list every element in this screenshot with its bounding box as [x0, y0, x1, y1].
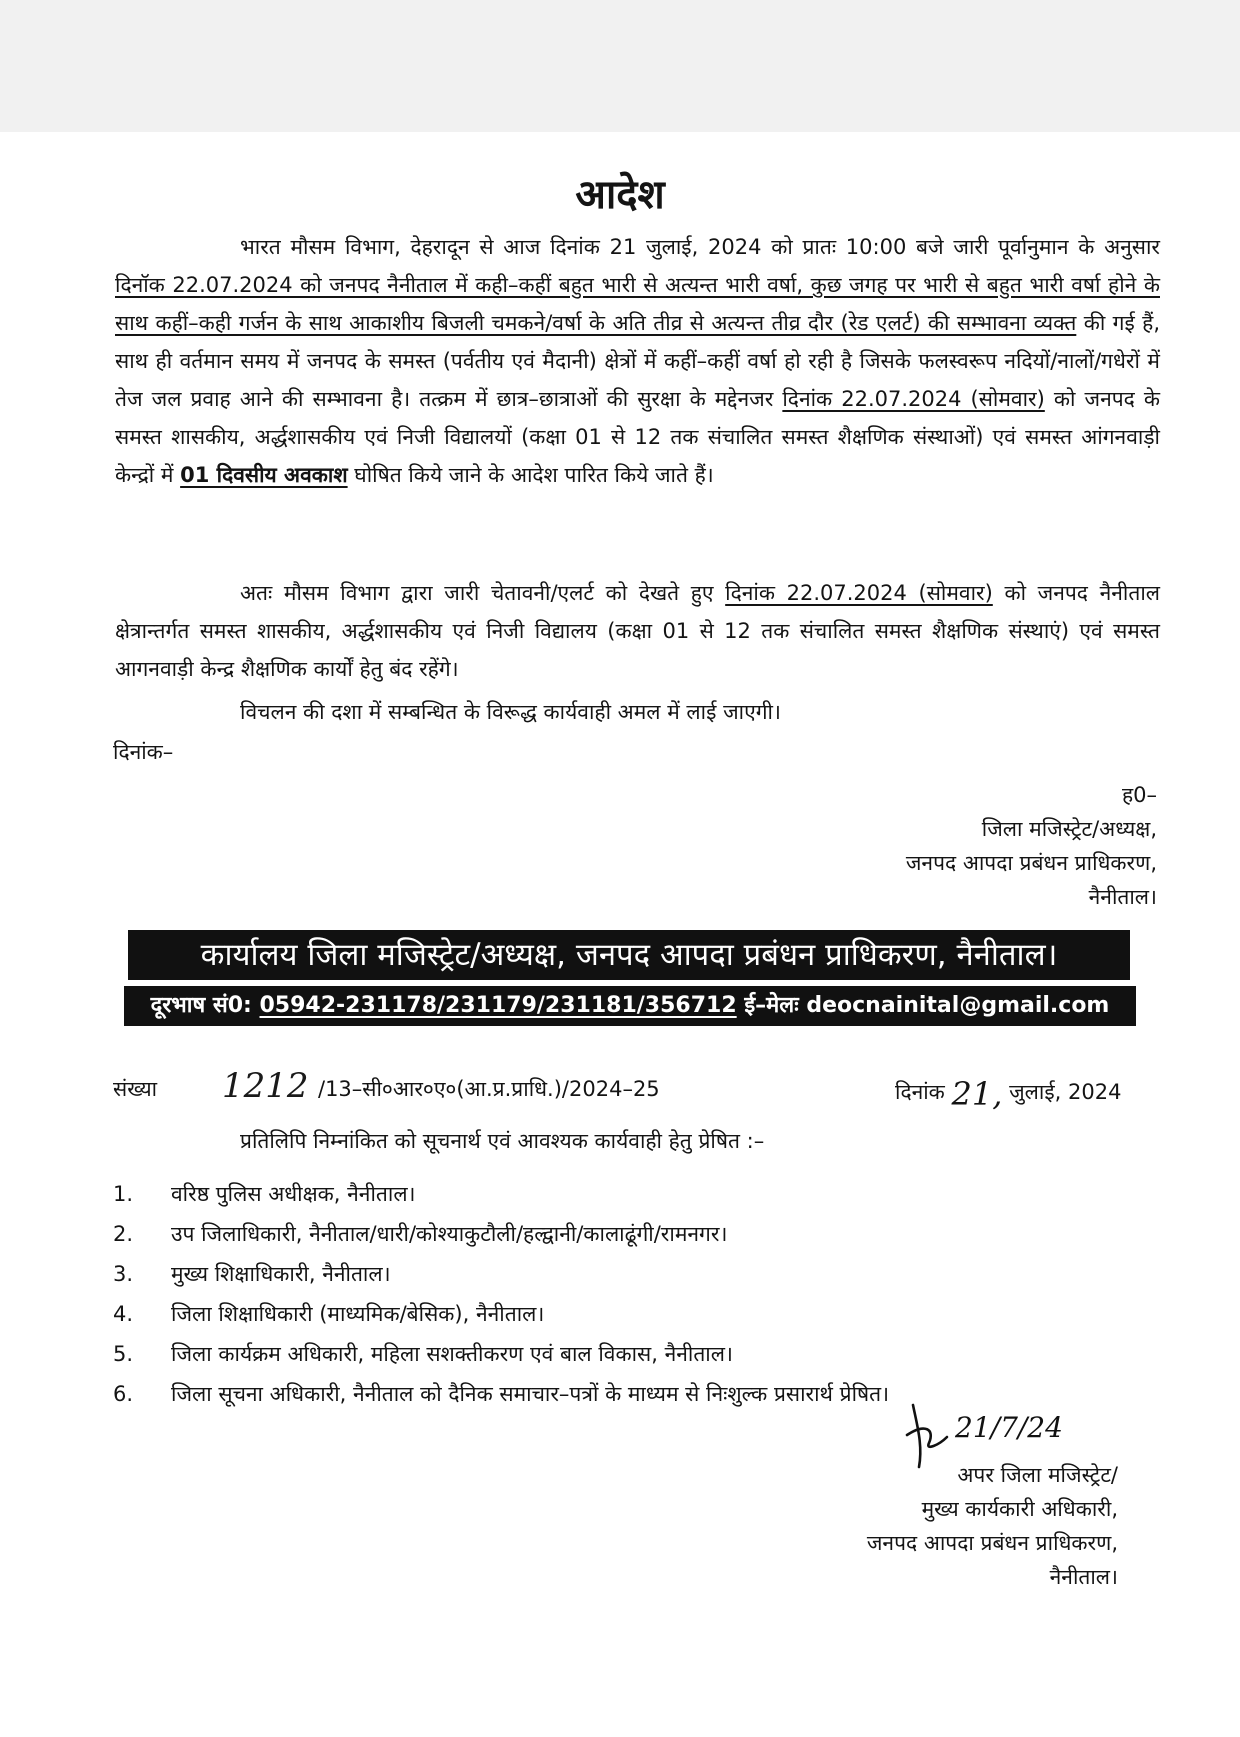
para1-forecast-underlined: दिनॉक 22.07.2024 को जनपद नैनीताल में कही–कहीं बहुत भारी से अत्यन्त भारी वर्षा, कुछ जगह पर भारी से बहुत भारी वर्षा होने के साथ कहीं–कही गर्जन के साथ आकाशीय बिजली चमकने/वर्षा के अति तीव्र से अत्यन्त तीव्र दौर (रेड एलर्ट) की सम्भावना व्यक्त [115, 273, 1160, 335]
reference-code: /13–सी०आर०ए०(आ.प्र.प्राधि.)/2024–25 [318, 1077, 660, 1101]
document-title: आदेश [575, 172, 665, 218]
list-item [113, 1174, 1173, 1214]
signature-date: 21/7/24 [955, 1411, 1063, 1444]
para1-holiday-underlined: 01 दिवसीय अवकाश [180, 463, 348, 487]
para1-lead: भारत मौसम विभाग, देहरादून से आज दिनांक 21 जुलाई, 2024 को प्रातः 10:00 बजे जारी पूर्वानुमान के अनुसार [240, 235, 1160, 259]
copy-forward-intro: प्रतिलिपि निम्नांकित को सूचनार्थ एवं आवश्यक कार्यवाही हेतु प्रेषित :– [240, 1129, 765, 1153]
para2-end: को जनपद नैनीताल क्षेत्रान्तर्गत समस्त शासकीय, अर्द्धशासकीय एवं निजी विद्यालय (कक्षा 01 से 12 तक संचालित समस्त शैक्षणिक संस्थाएं) एवं समस्त आगनवाड़ी केन्द्र शैक्षणिक कार्यों हेतु बंद रहेंगे। [115, 581, 1161, 681]
para3-text: विचलन की दशा में सम्बन्धित के विरूद्ध कार्यवाही अमल में लाई जाएगी। [240, 700, 781, 724]
list-item-number: 5. [113, 1342, 134, 1366]
reference-date [895, 1075, 1121, 1113]
list-item-text: जिला शिक्षाधिकारी (माध्यमिक/बेसिक), नैनीताल। [171, 1302, 545, 1326]
list-item-text: जिला कार्यक्रम अधिकारी, महिला सशक्तीकरण एवं बाल विकास, नैनीताल। [171, 1342, 733, 1366]
sd-mark: ह0– [1121, 783, 1157, 807]
list-item-text: जिला सूचना अधिकारी, नैनीताल को दैनिक समाचार–पत्रों के माध्यम से निःशुल्क प्रसारार्थ प्रेषित। [171, 1382, 890, 1406]
contact-banner [124, 986, 1136, 1026]
list-item-number: 4. [113, 1302, 134, 1326]
list-item-text: उप जिलाधिकारी, नैनीताल/धारी/कोश्याकुटौली/हल्द्वानी/कालाढूंगी/रामनगर। [171, 1222, 728, 1246]
list-item [113, 1334, 1173, 1374]
phone-label: दूरभाष सं0: [150, 993, 252, 1018]
order-paragraph-1 [115, 228, 1160, 494]
signatory2-title-2: मुख्य कार्यकारी अधिकारी, [921, 1497, 1118, 1521]
viewer-top-margin [0, 0, 1240, 132]
blank-date-line: दिनांक– [113, 740, 174, 764]
order-paragraph-3 [115, 693, 1160, 731]
recipient-list [113, 1174, 1173, 1414]
email-address: deocnainital@gmail.com [806, 993, 1110, 1018]
list-item [113, 1294, 1173, 1334]
list-item [113, 1254, 1173, 1294]
reference-date-rest: जुलाई, 2024 [1009, 1080, 1122, 1104]
signature-block-adm [867, 1458, 1118, 1594]
list-item-number: 1. [113, 1182, 134, 1206]
list-item-text: वरिष्ठ पुलिस अधीक्षक, नैनीताल। [171, 1182, 416, 1206]
signatory-title-2: जनपद आपदा प्रबंधन प्राधिकरण, [905, 851, 1157, 875]
list-item-number: 3. [113, 1262, 134, 1286]
para2-lead: अतः मौसम विभाग द्वारा जारी चेतावनी/एलर्ट को देखते हुए [240, 581, 726, 605]
phone-numbers: 05942-231178/231179/231181/356712 [259, 993, 737, 1018]
signatory2-place: नैनीताल। [1049, 1565, 1118, 1589]
reference-label: संख्या [113, 1077, 158, 1101]
para1-end: घोषित किये जाने के आदेश पारित किये जाते हैं। [347, 463, 714, 487]
signatory2-title-1: अपर जिला मजिस्ट्रेट/ [957, 1463, 1118, 1487]
list-item [113, 1214, 1173, 1254]
reference-date-label: दिनांक [895, 1080, 945, 1104]
office-banner: कार्यालय जिला मजिस्ट्रेट/अध्यक्ष, जनपद आपदा प्रबंधन प्राधिकरण, नैनीताल। [128, 930, 1130, 980]
para2-date-underlined: दिनांक 22.07.2024 (सोमवार) [725, 581, 993, 605]
list-item-number: 2. [113, 1222, 134, 1246]
order-paragraph-2 [115, 574, 1160, 688]
signatory-title-1: जिला मजिस्ट्रेट/अध्यक्ष, [981, 817, 1157, 841]
signature-block-dm [906, 778, 1157, 914]
reference-number-handwritten: 1212 [222, 1066, 309, 1106]
para1-mid: की गई हैं, साथ ही वर्तमान समय में जनपद के समस्त (पर्वतीय एवं मैदानी) क्षेत्रों में कहीं–कहीं वर्षा हो रही है जिसके फलस्वरूप नदियों/नालों/गधेरों में तेज जल प्रवाह आने की सम्भावना है। तत्क्रम में छात्र–छात्राओं की सुरक्षा के मद्देनजर [115, 311, 1160, 411]
para1-mid2: को जनपद के समस्त शासकीय, अर्द्धशासकीय एवं निजी विद्यालयों (कक्षा 01 से 12 तक संचालित समस्त शैक्षणिक संस्थाओं) एवं समस्त आंगनवाड़ी केन्द्रों में [115, 387, 1160, 487]
para1-date-underlined: दिनांक 22.07.2024 (सोमवार) [782, 387, 1045, 411]
signatory-place: नैनीताल। [1088, 885, 1157, 909]
list-item-number: 6. [113, 1382, 134, 1406]
email-label: ई–मेलः [744, 993, 799, 1018]
reference-date-handwritten: 21, [951, 1075, 1003, 1113]
list-item-text: मुख्य शिक्षाधिकारी, नैनीताल। [171, 1262, 391, 1286]
signatory2-title-3: जनपद आपदा प्रबंधन प्राधिकरण, [866, 1531, 1118, 1555]
